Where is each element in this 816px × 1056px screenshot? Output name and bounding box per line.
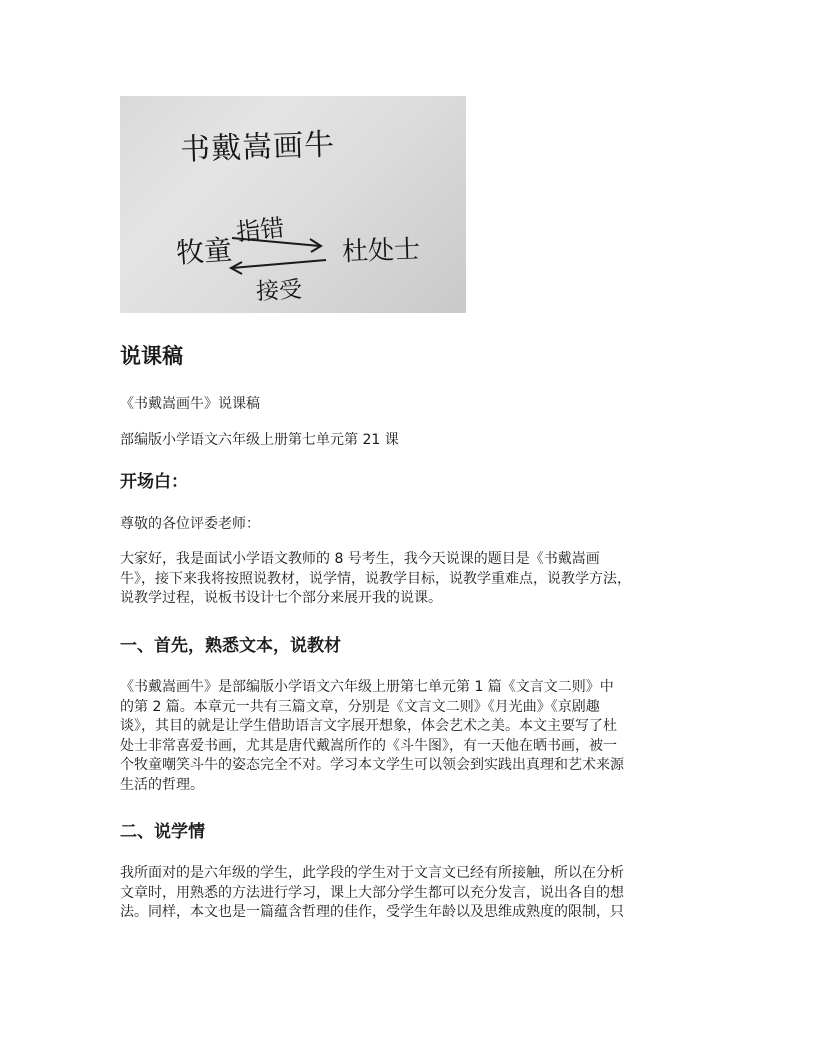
document-subtitle: 《书戴嵩画牛》说课稿	[120, 396, 260, 412]
paragraph-line: 我所面对的是六年级的学生，此学段的学生对于文言文已经有所接触，所以在分析	[120, 865, 624, 881]
document-page	[120, 96, 710, 921]
section1-heading: 一、首先，熟悉文本，说教材	[120, 636, 341, 656]
intro-paragraph	[120, 550, 710, 609]
paragraph-line: 谈》，其目的就是让学生借助语言文字展开想象，体会艺术之美。本文主要写了杜	[120, 718, 617, 735]
photo-title-text: 书戴嵩画牛	[179, 127, 336, 168]
paragraph-line: 处士非常喜爱书画，尤其是唐代戴嵩所作的《斗牛图》，有一天他在晒书画，被一	[120, 737, 617, 754]
photo-left-label: 牧童	[175, 233, 234, 270]
paragraph-line: 法。同样，本文也是一篇蕴含哲理的佳作，受学生年龄以及思维成熟度的限制，只	[120, 904, 624, 921]
opening-heading: 开场白：	[120, 472, 188, 492]
photo-right-label: 杜处士	[341, 234, 421, 268]
paragraph-line: 生活的哲理。	[120, 776, 204, 793]
course-info: 部编版小学语文六年级上册第七单元第 21 课	[120, 432, 399, 448]
paragraph-line: 大家好，我是面试小学语文教师的 8 号考生，我今天说课的题目是《书戴嵩画	[120, 551, 600, 567]
handwriting-photo	[120, 96, 466, 313]
greeting: 尊敬的各位评委老师：	[120, 516, 260, 532]
paragraph-line: 个牧童嘲笑斗牛的姿态完全不对。学习本文学生可以领会到实践出真理和艺术来源	[120, 757, 624, 774]
section2-paragraph	[120, 864, 710, 923]
paragraph-line: 的第 2 篇。本章元一共有三篇文章，分别是《文言文二则》《月光曲》《京剧趣	[120, 698, 600, 715]
photo-bottom-label: 接受	[255, 276, 303, 306]
paragraph-line: 文章时，用熟悉的方法进行学习，课上大部分学生都可以充分发言，说出各自的想	[120, 884, 624, 901]
section2-heading: 二、说学情	[120, 822, 205, 842]
paragraph-line: 说教学过程，说板书设计七个部分来展开我的说课。	[120, 590, 442, 607]
paragraph-line: 牛》，接下来我将按照说教材，说学情，说教学目标，说教学重难点，说教学方法，	[120, 570, 631, 587]
document-title: 说课稿	[120, 344, 183, 368]
paragraph-line: 《书戴嵩画牛》是部编版小学语文六年级上册第七单元第 1 篇《文言文二则》中	[120, 679, 614, 695]
section1-paragraph	[120, 678, 710, 796]
photo-top-label: 指错	[234, 213, 286, 247]
